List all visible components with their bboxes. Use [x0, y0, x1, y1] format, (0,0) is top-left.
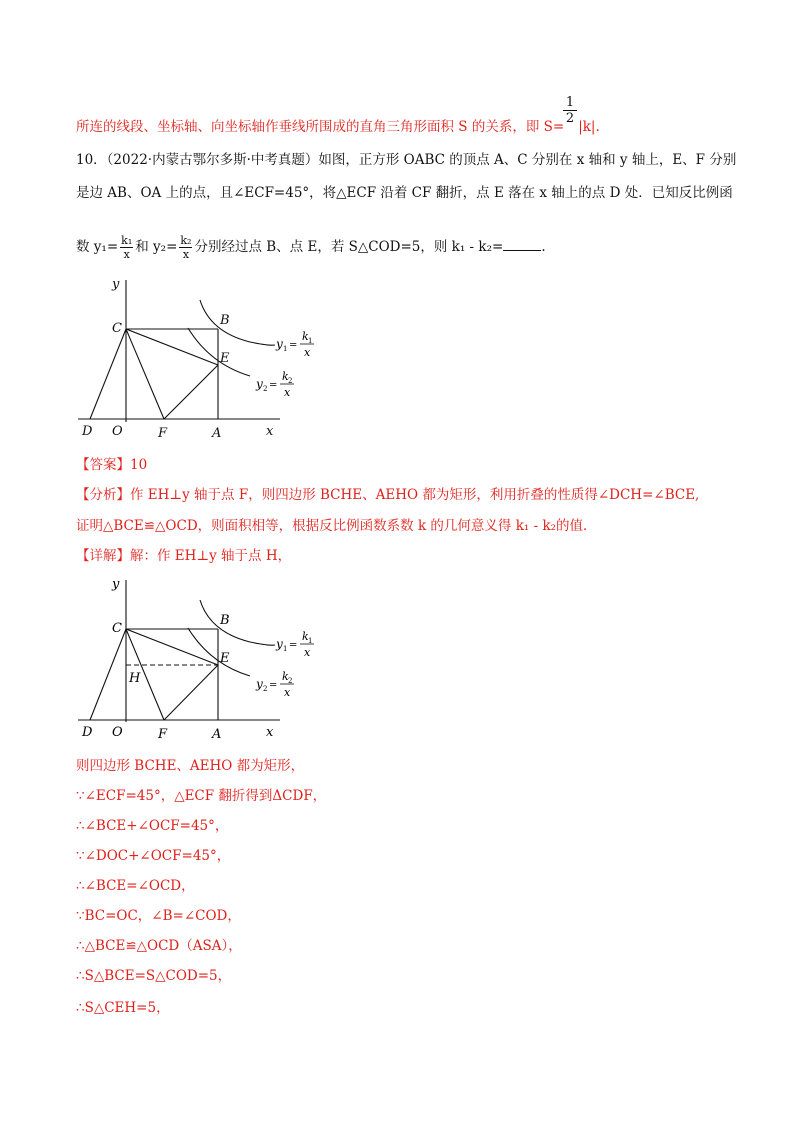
step-9: ∴S△CEH=5， [76, 1000, 170, 1016]
step-6: ∵BC=OC，∠B=∠COD， [76, 908, 241, 924]
half-numerator: 1 [565, 95, 575, 110]
figure-1 [70, 272, 330, 447]
y2-x: x [284, 386, 291, 399]
label2-B: B [220, 613, 230, 628]
analysis-line-2: 证明△BCE≌△OCD，则面积相等，根据反比例函数系数 k 的几何意义得 k₁ - k₂的值． [76, 518, 597, 534]
question-line-3 [76, 234, 546, 261]
label-D: D [82, 424, 93, 439]
answer-blank [503, 238, 541, 251]
half-fraction [563, 96, 577, 125]
q3-part-b: 和 y₂= [135, 239, 178, 255]
y1b-x: x [304, 646, 311, 659]
half-denominator: 2 [565, 111, 575, 126]
y2b-k: k [282, 670, 289, 683]
label-C: C [112, 321, 122, 336]
step-3: ∴∠BCE+∠OCF=45°， [76, 818, 229, 834]
label2-H: H [129, 671, 141, 686]
y2b-y: y [256, 677, 263, 691]
y1b-y: y [276, 637, 283, 651]
label2-A: A [212, 727, 222, 742]
label2-F: F [158, 727, 168, 742]
frac2-den: x [182, 248, 190, 261]
detail-line: 【详解】解：作 EH⊥y 轴于点 H， [76, 548, 292, 564]
label2-x: x [266, 725, 274, 740]
label2-O: O [112, 725, 123, 740]
y2b-k-sub: 2 [288, 677, 293, 685]
curve2-label-y2 [255, 670, 294, 699]
y2-k-sub: 2 [288, 377, 293, 385]
y2b-x: x [284, 686, 291, 699]
continuation-text: 所连的线段、坐标轴、向坐标轴作垂线所围成的直角三角形面积 S 的关系，即 S= [76, 119, 565, 135]
figure-2 [70, 572, 330, 747]
y2b-sub: 2 [263, 685, 268, 693]
analysis-line-1: 【分析】作 EH⊥y 轴于点 F，则四边形 BCHE、AEHO 都为矩形，利用折叠的性质得∠DCH=∠BCE, [76, 487, 700, 503]
frac2-num: k₂ [180, 234, 192, 247]
y1-x: x [304, 346, 311, 359]
y2b-eq: = [269, 680, 278, 691]
label-F: F [158, 426, 168, 441]
step-5: ∴∠BCE=∠OCD， [76, 878, 195, 894]
step-8: ∴S△BCE=S△COD=5， [76, 968, 232, 984]
y1-k-sub: 1 [308, 337, 313, 345]
step-1: 则四边形 BCHE、AEHO 都为矩形， [76, 758, 305, 774]
label2-y: y [112, 577, 120, 592]
curve2-label-y1 [275, 630, 314, 659]
label2-D: D [82, 725, 93, 740]
frac1-den: x [123, 248, 130, 261]
q3-part-c: 分别经过点 B、点 E，若 S△COD=5，则 k₁ - k₂= [194, 239, 504, 255]
answer-label: 【答案】10 [76, 457, 148, 473]
y1b-eq: = [289, 640, 298, 651]
label-x: x [266, 424, 274, 439]
y1-y: y [276, 337, 283, 351]
q3-part-d: . [541, 239, 546, 255]
label-O: O [112, 424, 123, 439]
y1-eq: = [289, 340, 298, 351]
step-4: ∵∠DOC+∠OCF=45°， [76, 848, 231, 864]
fraction-k1-x [120, 234, 133, 261]
question-line-2: 是边 AB、OA 上的点，且∠ECF=45°，将△ECF 沿着 CF 翻折，点 E 落在 x 轴上的点 D 处．已知反比例函 [76, 185, 733, 201]
frac1-num: k₁ [121, 234, 133, 247]
q3-part-a: 数 y₁= [76, 239, 119, 255]
y1-k: k [302, 330, 309, 343]
curve-label-y1 [275, 330, 314, 359]
label-y: y [112, 277, 120, 292]
y2-eq: = [269, 380, 278, 391]
label-B: B [220, 313, 230, 328]
fraction-k2-x [179, 234, 192, 261]
y1b-k-sub: 1 [308, 637, 313, 645]
step-2: ∵∠ECF=45°，△ECF 翻折得到ΔCDF， [76, 788, 327, 804]
label2-E: E [220, 651, 230, 666]
continuation-line [76, 117, 600, 137]
y1b-sub: 1 [283, 645, 288, 653]
y2-y: y [256, 377, 263, 391]
label-A: A [212, 426, 222, 441]
y1-sub: 1 [283, 345, 288, 353]
label2-C: C [112, 621, 122, 636]
question-line-1: 10．（2022·内蒙古鄂尔多斯·中考真题）如图，正方形 OABC 的顶点 A、C 分别在 x 轴和 y 轴上，E、F 分别 [76, 152, 737, 168]
continuation-tail: |k|. [578, 119, 600, 135]
label-E: E [220, 351, 230, 366]
y1b-k: k [302, 630, 309, 643]
step-7: ∴△BCE≌△OCD（ASA）， [76, 938, 242, 954]
y2-sub: 2 [263, 385, 268, 393]
curve-label-y2 [255, 370, 294, 399]
y2-k: k [282, 370, 289, 383]
